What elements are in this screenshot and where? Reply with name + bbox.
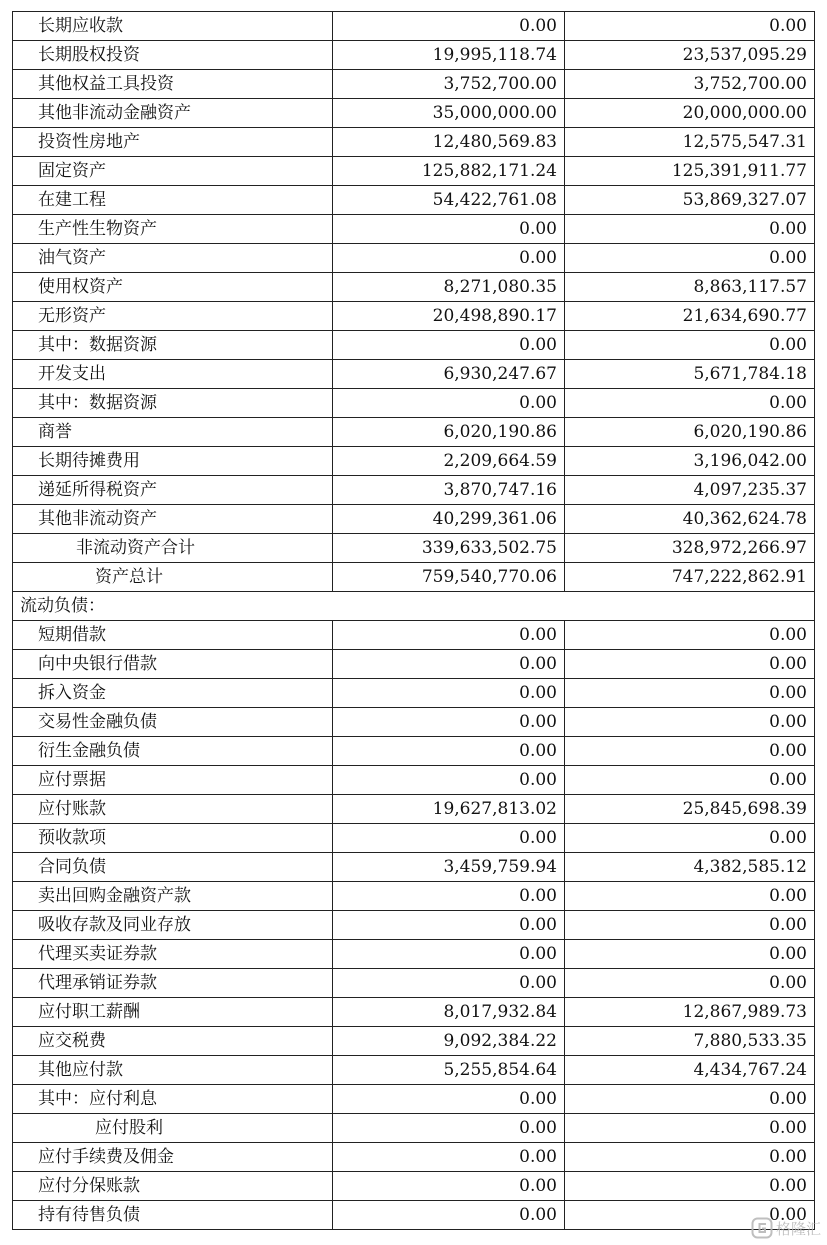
prior-period-value: 0.00	[565, 766, 815, 795]
table-row	[13, 331, 815, 360]
current-period-value: 5,255,854.64	[333, 1056, 565, 1085]
current-period-value: 0.00	[333, 882, 565, 911]
table-row	[13, 766, 815, 795]
section-header-row	[13, 592, 815, 621]
table-row	[13, 273, 815, 302]
current-period-value: 0.00	[333, 766, 565, 795]
table-row	[13, 476, 815, 505]
row-label: 预收款项	[13, 824, 333, 853]
prior-period-value: 0.00	[565, 737, 815, 766]
current-period-value: 20,498,890.17	[333, 302, 565, 331]
prior-period-value: 0.00	[565, 389, 815, 418]
prior-period-value: 12,575,547.31	[565, 128, 815, 157]
current-period-value: 0.00	[333, 737, 565, 766]
prior-period-value: 0.00	[565, 1143, 815, 1172]
row-label: 其他非流动资产	[13, 505, 333, 534]
table-row	[13, 302, 815, 331]
gelonghui-logo-icon	[751, 1217, 773, 1239]
row-label: 资产总计	[13, 563, 333, 592]
table-row	[13, 1114, 815, 1143]
row-label: 长期股权投资	[13, 41, 333, 70]
prior-period-value: 328,972,266.97	[565, 534, 815, 563]
prior-period-value: 21,634,690.77	[565, 302, 815, 331]
row-label: 拆入资金	[13, 679, 333, 708]
prior-period-value: 0.00	[565, 650, 815, 679]
row-label: 其他权益工具投资	[13, 70, 333, 99]
prior-period-value: 7,880,533.35	[565, 1027, 815, 1056]
current-period-value: 0.00	[333, 969, 565, 998]
row-label: 卖出回购金融资产款	[13, 882, 333, 911]
row-label: 油气资产	[13, 244, 333, 273]
prior-period-value: 0.00	[565, 1172, 815, 1201]
table-row	[13, 1085, 815, 1114]
table-row	[13, 621, 815, 650]
row-label: 生产性生物资产	[13, 215, 333, 244]
table-row	[13, 1172, 815, 1201]
current-period-value: 0.00	[333, 1201, 565, 1230]
prior-period-value: 0.00	[565, 940, 815, 969]
current-period-value: 0.00	[333, 911, 565, 940]
current-period-value: 9,092,384.22	[333, 1027, 565, 1056]
prior-period-value: 6,020,190.86	[565, 418, 815, 447]
current-period-value: 12,480,569.83	[333, 128, 565, 157]
prior-period-value: 8,863,117.57	[565, 273, 815, 302]
current-period-value: 759,540,770.06	[333, 563, 565, 592]
table-row	[13, 99, 815, 128]
row-label: 应交税费	[13, 1027, 333, 1056]
current-period-value: 0.00	[333, 1085, 565, 1114]
table-row	[13, 998, 815, 1027]
current-period-value: 6,020,190.86	[333, 418, 565, 447]
row-label: 持有待售负债	[13, 1201, 333, 1230]
table-row	[13, 940, 815, 969]
row-label: 吸收存款及同业存放	[13, 911, 333, 940]
current-period-value: 0.00	[333, 215, 565, 244]
current-period-value: 40,299,361.06	[333, 505, 565, 534]
row-label: 长期应收款	[13, 12, 333, 41]
row-label: 向中央银行借款	[13, 650, 333, 679]
current-period-value: 0.00	[333, 1172, 565, 1201]
current-period-value: 3,870,747.16	[333, 476, 565, 505]
prior-period-value: 0.00	[565, 969, 815, 998]
row-label: 商誉	[13, 418, 333, 447]
current-period-value: 0.00	[333, 389, 565, 418]
table-row	[13, 1056, 815, 1085]
prior-period-value: 0.00	[565, 882, 815, 911]
current-period-value: 0.00	[333, 824, 565, 853]
table-row	[13, 911, 815, 940]
current-period-value: 0.00	[333, 1143, 565, 1172]
row-label: 使用权资产	[13, 273, 333, 302]
row-label: 应付手续费及佣金	[13, 1143, 333, 1172]
prior-period-value: 0.00	[565, 1085, 815, 1114]
row-label: 应付账款	[13, 795, 333, 824]
row-label: 应付分保账款	[13, 1172, 333, 1201]
table-row	[13, 70, 815, 99]
current-period-value: 6,930,247.67	[333, 360, 565, 389]
prior-period-value: 3,196,042.00	[565, 447, 815, 476]
current-period-value: 339,633,502.75	[333, 534, 565, 563]
current-period-value: 3,752,700.00	[333, 70, 565, 99]
row-label: 无形资产	[13, 302, 333, 331]
prior-period-value: 25,845,698.39	[565, 795, 815, 824]
row-label: 投资性房地产	[13, 128, 333, 157]
table-row	[13, 795, 815, 824]
table-row	[13, 1143, 815, 1172]
row-label: 代理承销证券款	[13, 969, 333, 998]
current-period-value: 0.00	[333, 1114, 565, 1143]
row-label: 长期待摊费用	[13, 447, 333, 476]
prior-period-value: 0.00	[565, 679, 815, 708]
row-label: 开发支出	[13, 360, 333, 389]
table-row	[13, 650, 815, 679]
prior-period-value: 40,362,624.78	[565, 505, 815, 534]
table-row	[13, 708, 815, 737]
prior-period-value: 0.00	[565, 215, 815, 244]
row-label: 交易性金融负债	[13, 708, 333, 737]
table-row	[13, 1027, 815, 1056]
table-row	[13, 737, 815, 766]
table-row	[13, 853, 815, 882]
prior-period-value: 5,671,784.18	[565, 360, 815, 389]
table-row	[13, 505, 815, 534]
current-period-value: 0.00	[333, 12, 565, 41]
row-label: 递延所得税资产	[13, 476, 333, 505]
row-label: 非流动资产合计	[13, 534, 333, 563]
prior-period-value: 0.00	[565, 621, 815, 650]
prior-period-value: 0.00	[565, 1201, 815, 1230]
current-period-value: 0.00	[333, 650, 565, 679]
table-row	[13, 389, 815, 418]
prior-period-value: 4,097,235.37	[565, 476, 815, 505]
prior-period-value: 0.00	[565, 331, 815, 360]
current-period-value: 19,627,813.02	[333, 795, 565, 824]
row-label: 其中：应付利息	[13, 1085, 333, 1114]
row-label: 其中：数据资源	[13, 389, 333, 418]
prior-period-value: 0.00	[565, 708, 815, 737]
current-period-value: 0.00	[333, 331, 565, 360]
prior-period-value: 4,434,767.24	[565, 1056, 815, 1085]
prior-period-value: 53,869,327.07	[565, 186, 815, 215]
current-period-value: 8,271,080.35	[333, 273, 565, 302]
current-period-value: 54,422,761.08	[333, 186, 565, 215]
row-label: 其他非流动金融资产	[13, 99, 333, 128]
prior-period-value: 0.00	[565, 824, 815, 853]
current-period-value: 0.00	[333, 708, 565, 737]
table-row	[13, 824, 815, 853]
current-period-value: 0.00	[333, 244, 565, 273]
prior-period-value: 0.00	[565, 244, 815, 273]
row-label: 应付职工薪酬	[13, 998, 333, 1027]
current-period-value: 35,000,000.00	[333, 99, 565, 128]
table-row	[13, 969, 815, 998]
prior-period-value: 4,382,585.12	[565, 853, 815, 882]
prior-period-value: 0.00	[565, 1114, 815, 1143]
table-row	[13, 447, 815, 476]
table-row	[13, 1201, 815, 1230]
row-label: 应付股利	[13, 1114, 333, 1143]
prior-period-value: 23,537,095.29	[565, 41, 815, 70]
table-row	[13, 882, 815, 911]
table-row	[13, 360, 815, 389]
prior-period-value: 12,867,989.73	[565, 998, 815, 1027]
row-label: 短期借款	[13, 621, 333, 650]
row-label: 合同负债	[13, 853, 333, 882]
row-label: 应付票据	[13, 766, 333, 795]
prior-period-value: 0.00	[565, 911, 815, 940]
row-label: 代理买卖证券款	[13, 940, 333, 969]
prior-period-value: 3,752,700.00	[565, 70, 815, 99]
current-period-value: 8,017,932.84	[333, 998, 565, 1027]
prior-period-value: 20,000,000.00	[565, 99, 815, 128]
table-row	[13, 157, 815, 186]
total-row	[13, 563, 815, 592]
table-row	[13, 128, 815, 157]
current-period-value: 0.00	[333, 621, 565, 650]
current-period-value: 3,459,759.94	[333, 853, 565, 882]
prior-period-value: 125,391,911.77	[565, 157, 815, 186]
prior-period-value: 747,222,862.91	[565, 563, 815, 592]
current-period-value: 19,995,118.74	[333, 41, 565, 70]
row-label: 其中：数据资源	[13, 331, 333, 360]
table-row	[13, 418, 815, 447]
table-row	[13, 215, 815, 244]
row-label: 在建工程	[13, 186, 333, 215]
row-label: 固定资产	[13, 157, 333, 186]
current-period-value: 0.00	[333, 679, 565, 708]
current-period-value: 0.00	[333, 940, 565, 969]
balance-sheet-table	[12, 11, 815, 1230]
watermark-text: 格隆汇	[775, 1219, 821, 1238]
table-row	[13, 244, 815, 273]
section-title: 流动负债：	[13, 592, 815, 621]
current-period-value: 125,882,171.24	[333, 157, 565, 186]
table-row	[13, 679, 815, 708]
subtotal-row	[13, 534, 815, 563]
row-label: 衍生金融负债	[13, 737, 333, 766]
table-row	[13, 186, 815, 215]
table-row	[13, 12, 815, 41]
prior-period-value: 0.00	[565, 12, 815, 41]
row-label: 其他应付款	[13, 1056, 333, 1085]
current-period-value: 2,209,664.59	[333, 447, 565, 476]
watermark	[751, 1215, 821, 1241]
table-row	[13, 41, 815, 70]
